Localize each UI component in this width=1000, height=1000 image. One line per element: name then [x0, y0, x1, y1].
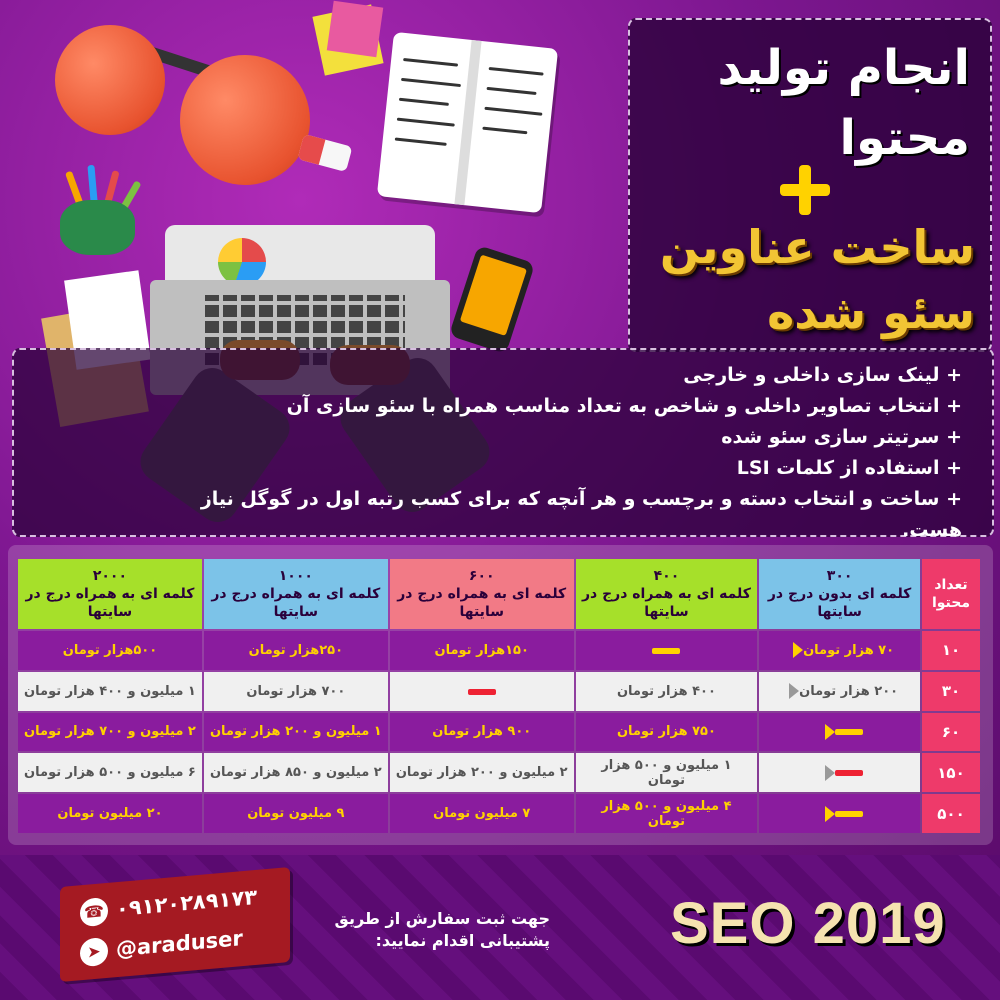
dash-icon — [835, 729, 863, 735]
arrow-icon — [825, 765, 835, 781]
cta-line-1: جهت ثبت سفارش از طریق — [334, 909, 550, 928]
column-qty: ۳۰۰ — [826, 568, 853, 584]
lamp-head — [55, 25, 165, 135]
feature-item: + انتخاب تصاویر داخلی و شاخص به تعداد مناسب همراه با سئو سازی آن — [286, 395, 962, 417]
price-cell-empty — [759, 794, 920, 833]
column-header — [576, 559, 758, 629]
pie-chart-icon — [218, 238, 266, 286]
subtitle-line-1: ساخت عناوین — [659, 220, 975, 274]
table-row — [18, 713, 980, 752]
price-text: ۷۰ هزار تومان — [803, 642, 895, 658]
price-cell-empty — [759, 713, 920, 752]
count-header: تعداد محتوا — [922, 559, 980, 629]
column-qty: ۲۰۰۰ — [92, 568, 128, 584]
feature-item: + ساخت و انتخاب دسته و برچسب و هر آنچه که برای کسب رتبه اول در گوگل نیاز هست. — [200, 488, 962, 541]
features-box — [12, 348, 994, 541]
price-cell: ۹ میلیون تومان — [204, 794, 388, 833]
smartphone-icon — [449, 245, 535, 354]
arrow-icon — [825, 724, 835, 740]
telegram-line[interactable] — [80, 925, 243, 967]
dash-icon — [468, 689, 496, 695]
title-box — [628, 18, 992, 352]
column-qty: ۱۰۰۰ — [278, 568, 313, 584]
count-cell: ۱۵۰ — [922, 753, 980, 792]
title-line-2: محتوا — [839, 110, 970, 166]
pricing-table-panel — [8, 545, 993, 845]
price-cell: ۴ میلیون و ۵۰۰ هزار تومان — [576, 794, 758, 833]
order-cta — [320, 908, 550, 952]
contact-ribbon — [60, 867, 290, 982]
pencil-cup-icon — [60, 200, 135, 255]
dash-icon — [835, 770, 863, 776]
price-cell-empty — [390, 672, 574, 711]
arrow-icon — [825, 806, 835, 822]
feature-item: + سرتیتر سازی سئو شده — [721, 426, 962, 448]
price-cell: ۱۵۰هزار تومان — [390, 631, 574, 670]
telegram-handle: @araduser — [116, 926, 243, 962]
phone-line[interactable] — [80, 884, 257, 927]
title-line-1: انجام تولید — [717, 40, 970, 96]
count-cell: ۳۰ — [922, 672, 980, 711]
cta-line-2: پشتیبانی اقدام نمایید: — [375, 931, 550, 950]
price-cell: ۲ میلیون و ۲۰۰ هزار تومان — [390, 753, 574, 792]
table-row — [18, 794, 980, 833]
column-desc: کلمه ای به همراه درج در سایتها — [581, 586, 751, 620]
column-header — [759, 559, 920, 629]
price-cell: ۱ میلیون و ۴۰۰ هزار تومان — [18, 672, 202, 711]
features-list — [162, 360, 962, 546]
count-cell: ۵۰۰ — [922, 794, 980, 833]
footer — [0, 855, 1000, 1000]
lamp-shade — [180, 55, 310, 185]
dash-icon — [835, 811, 863, 817]
seo-badge: SEO 2019 — [670, 891, 946, 956]
price-cell: ۲ میلیون و ۸۵۰ هزار تومان — [204, 753, 388, 792]
price-cell: ۶ میلیون و ۵۰۰ هزار تومان — [18, 753, 202, 792]
price-cell — [759, 672, 920, 711]
column-desc: کلمه ای به همراه درج در سایتها — [25, 586, 195, 620]
price-cell — [759, 631, 920, 670]
price-cell: ۵۰۰هزار تومان — [18, 631, 202, 670]
column-desc: کلمه ای به همراه درج در سایتها — [397, 586, 567, 620]
count-cell: ۶۰ — [922, 713, 980, 752]
price-cell: ۷ میلیون تومان — [390, 794, 574, 833]
arrow-icon — [789, 683, 799, 699]
phone-number: ۰۹۱۲۰۲۸۹۱۷۳ — [116, 884, 257, 922]
column-header — [18, 559, 202, 629]
sticky-note-pink — [327, 1, 383, 57]
table-row — [18, 631, 980, 670]
price-cell-empty — [576, 631, 758, 670]
column-header — [204, 559, 388, 629]
price-cell: ۴۰۰ هزار تومان — [576, 672, 758, 711]
price-cell: ۲۵۰هزار تومان — [204, 631, 388, 670]
table-header-row — [18, 559, 980, 629]
count-cell: ۱۰ — [922, 631, 980, 670]
telegram-icon: ➤ — [80, 937, 108, 967]
price-text: ۲۰۰ هزار تومان — [799, 683, 899, 699]
feature-item: + لینک سازی داخلی و خارجی — [683, 364, 962, 386]
dash-icon — [652, 648, 680, 654]
price-cell: ۱ میلیون و ۵۰۰ هزار تومان — [576, 753, 758, 792]
arrow-icon — [793, 642, 803, 658]
price-cell: ۷۰۰ هزار تومان — [204, 672, 388, 711]
price-cell: ۲ میلیون و ۷۰۰ هزار تومان — [18, 713, 202, 752]
notebook-icon — [377, 32, 558, 213]
pricing-table — [16, 557, 982, 835]
plus-icon — [780, 165, 830, 215]
column-desc: کلمه ای بدون درج در سایتها — [767, 586, 912, 620]
price-cell: ۷۵۰ هزار تومان — [576, 713, 758, 752]
price-cell: ۱ میلیون و ۲۰۰ هزار تومان — [204, 713, 388, 752]
column-qty: ۶۰۰ — [468, 568, 495, 584]
price-cell: ۲۰ میلیون تومان — [18, 794, 202, 833]
column-header — [390, 559, 574, 629]
price-cell-empty — [759, 753, 920, 792]
table-row — [18, 753, 980, 792]
price-cell: ۹۰۰ هزار تومان — [390, 713, 574, 752]
feature-item: + استفاده از کلمات LSI — [736, 457, 962, 479]
column-desc: کلمه ای به همراه درج در سایتها — [211, 586, 381, 620]
eraser-icon — [297, 134, 352, 172]
phone-icon: ☎ — [80, 897, 108, 927]
column-qty: ۴۰۰ — [653, 568, 680, 584]
table-row — [18, 672, 980, 711]
subtitle-line-2: سئو شده — [767, 285, 975, 339]
